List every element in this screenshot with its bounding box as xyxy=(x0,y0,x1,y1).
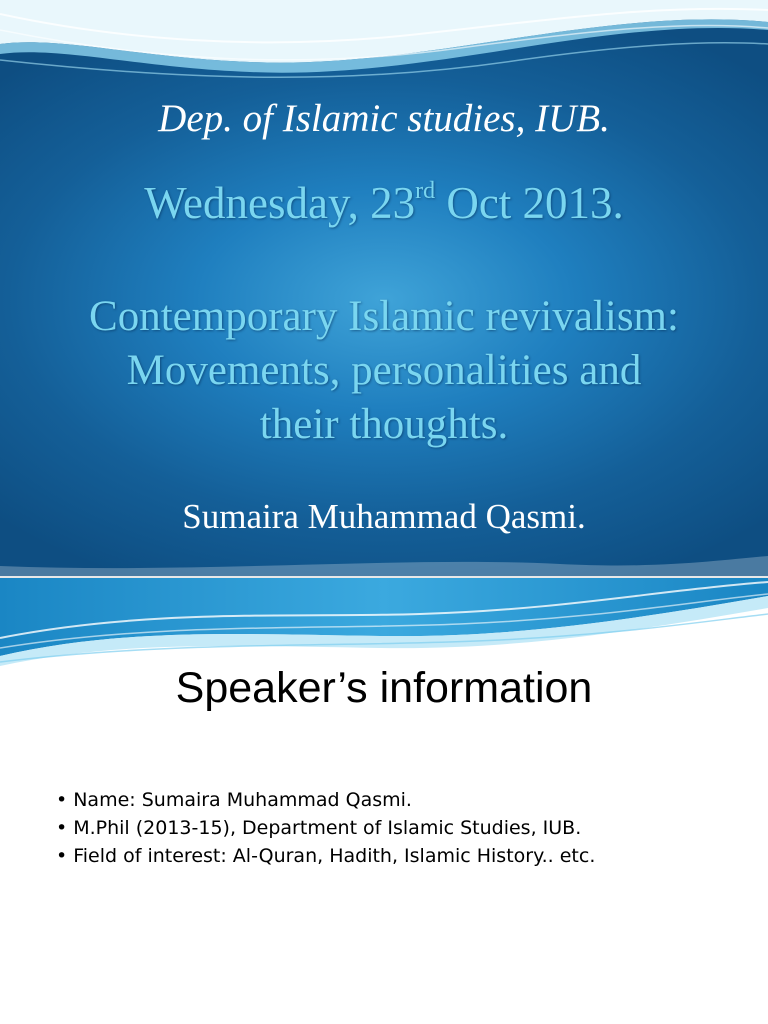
top-wave-decoration xyxy=(0,0,768,90)
topic-line: their thoughts. xyxy=(259,401,509,448)
presentation-topic xyxy=(0,290,768,452)
speaker-name: Sumaira Muhammad Qasmi. xyxy=(182,497,586,536)
date-ordinal-suffix: rd xyxy=(415,178,436,204)
presentation-date xyxy=(0,177,768,229)
topic-line: Movements, personalities and xyxy=(126,347,642,394)
list-item: • Field of interest: Al-Quran, Hadith, Islamic History.. etc. xyxy=(56,842,595,870)
date-suffix: Oct 2013. xyxy=(435,178,624,228)
speaker-info-title: Speaker’s information xyxy=(175,664,593,712)
date-prefix: Wednesday, 23 xyxy=(144,178,416,228)
list-item: • Name: Sumaira Muhammad Qasmi. xyxy=(56,786,595,814)
topic-line: Contemporary Islamic revivalism: xyxy=(89,293,679,340)
department-heading: Dep. of Islamic studies, IUB. xyxy=(158,97,610,140)
list-item: • M.Phil (2013-15), Department of Islamic Studies, IUB. xyxy=(56,814,595,842)
speaker-info-slide xyxy=(0,578,768,1024)
header-wave-decoration xyxy=(0,578,768,668)
speaker-info-list xyxy=(56,786,595,870)
bottom-wave-decoration xyxy=(0,546,768,576)
